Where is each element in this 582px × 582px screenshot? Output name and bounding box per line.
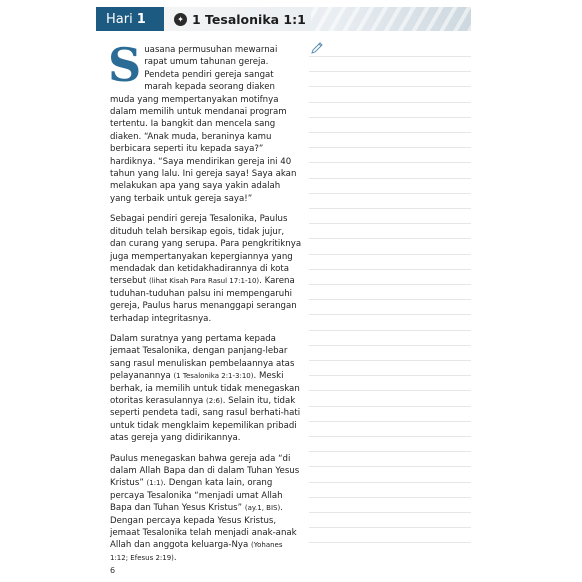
note-line (309, 254, 471, 255)
note-line (309, 208, 471, 209)
note-line (309, 512, 471, 513)
note-line (309, 451, 471, 452)
note-line (309, 482, 471, 483)
paragraph-3-text-b: . Meski berhak, ia memilih untuk tidak menegaskan otoritas kerasulannya (110, 371, 300, 406)
paragraph-4-text-a: Paulus menegaskan bahwa gereja ada “di dalam Allah Bapa dan di dalam Tuhan Yesus Kristus” (110, 453, 300, 489)
notes-area[interactable] (309, 56, 471, 556)
paragraph-4-text-d: . (173, 552, 177, 563)
note-line (309, 71, 471, 72)
paragraph-2 (110, 213, 302, 325)
note-line (309, 223, 471, 224)
note-line (309, 406, 471, 407)
passage-title: 1 Tesalonika 1:1 (192, 11, 306, 27)
scripture-reference: (1:1) (146, 479, 164, 488)
paragraph-2-text-b: . Karena tuduhan-tuduhan palsu ini mempengaruhi gereja, Paulus harus menanggapi serangan terhadap integritasnya. (110, 276, 297, 324)
note-line (309, 117, 471, 118)
scripture-reference: (2:6) (205, 396, 223, 405)
paragraph-4 (110, 453, 302, 565)
paragraph-3 (110, 333, 302, 445)
note-line (309, 330, 471, 331)
paragraph-3-text-a: Dalam suratnya yang pertama kepada jemaat Tesalonika, dengan panjang-lebar sang rasul menuliskan pembelaannya atas pelayanannya (110, 333, 295, 382)
pencil-icon (310, 41, 324, 55)
note-line (309, 284, 471, 285)
note-line (309, 527, 471, 528)
page-header (96, 7, 471, 31)
paragraph-4-text-c: . Dengan percaya kepada Yesus Kristus, jemaat Tesalonika telah menjadi anak-anak Allah dan anggota keluarga-Nya (110, 503, 297, 551)
bible-icon: ✦ (174, 13, 187, 26)
note-line (309, 421, 471, 422)
drop-cap: S (108, 38, 142, 92)
note-line (309, 314, 471, 315)
passage-title-bar (164, 7, 471, 31)
note-line (309, 269, 471, 270)
note-line (309, 56, 471, 57)
note-line (309, 147, 471, 148)
page-number: 6 (110, 566, 116, 575)
note-line (309, 436, 471, 437)
paragraph-2-text-a: Sebagai pendiri gereja Tesalonika, Paulus dituduh telah bersikap egois, tidak jujur, dan curang yang serupa. Para pengkritiknya juga mempertanyakan kepergiannya yang mendadak dan ketidakhadirannya di kota tersebut (110, 214, 302, 287)
devotional-text (108, 38, 302, 572)
note-line (309, 86, 471, 87)
day-label: Hari (106, 11, 133, 27)
paragraph-1-text: uasana permusuhan mewarnai rapat umum tahunan gereja. Pendeta pendiri gereja sangat marah kepada seorang diaken muda yang mempertanyakan motifnya dalam memilih untuk mendanai program tertentu. Ia bangkit dan mencela sang diaken. “Anak muda, beraninya kamu berbicara seperti itu kepada saya?” hardiknya. “Saya mendirikan gereja ini 40 tahun yang lalu. Ini gereja saya! Saya akan melakukan apa yang saya yakin adalah yang terbaik untuk gereja saya!” (110, 45, 297, 204)
note-line (309, 299, 471, 300)
paragraph-3-text-c: . Selain itu, tidak seperti pendeta tadi, sang rasul berhati-hati untuk tidak mengklaim kepemilikan pribadi atas gereja yang didirikannya. (110, 395, 301, 444)
note-line (309, 375, 471, 376)
note-line (309, 360, 471, 361)
note-line (309, 497, 471, 498)
note-line (309, 102, 471, 103)
note-line (309, 238, 471, 239)
note-line (309, 162, 471, 163)
note-line (309, 466, 471, 467)
note-line (309, 132, 471, 133)
note-line (309, 390, 471, 391)
paragraph-4-text-b: . Dengan kata lain, orang percaya Tesalonika “menjadi umat Allah Bapa dan Tuhan Yesus Kristus” (110, 478, 283, 514)
scripture-reference: (lihat Kisah Para Rasul 17:1-10) (148, 277, 260, 286)
paragraph-1 (108, 38, 302, 205)
day-badge (96, 7, 164, 31)
note-line (309, 178, 471, 179)
note-line (309, 345, 471, 346)
scripture-reference: (Yohanes 1:12; Efesus 2:19) (110, 541, 283, 562)
day-number: 1 (136, 11, 146, 27)
note-line (309, 542, 471, 543)
scripture-reference: (ay.1, BIS) (244, 504, 281, 513)
scripture-reference: (1 Tesalonika 2:1-3:10) (173, 372, 254, 381)
note-line (309, 193, 471, 194)
